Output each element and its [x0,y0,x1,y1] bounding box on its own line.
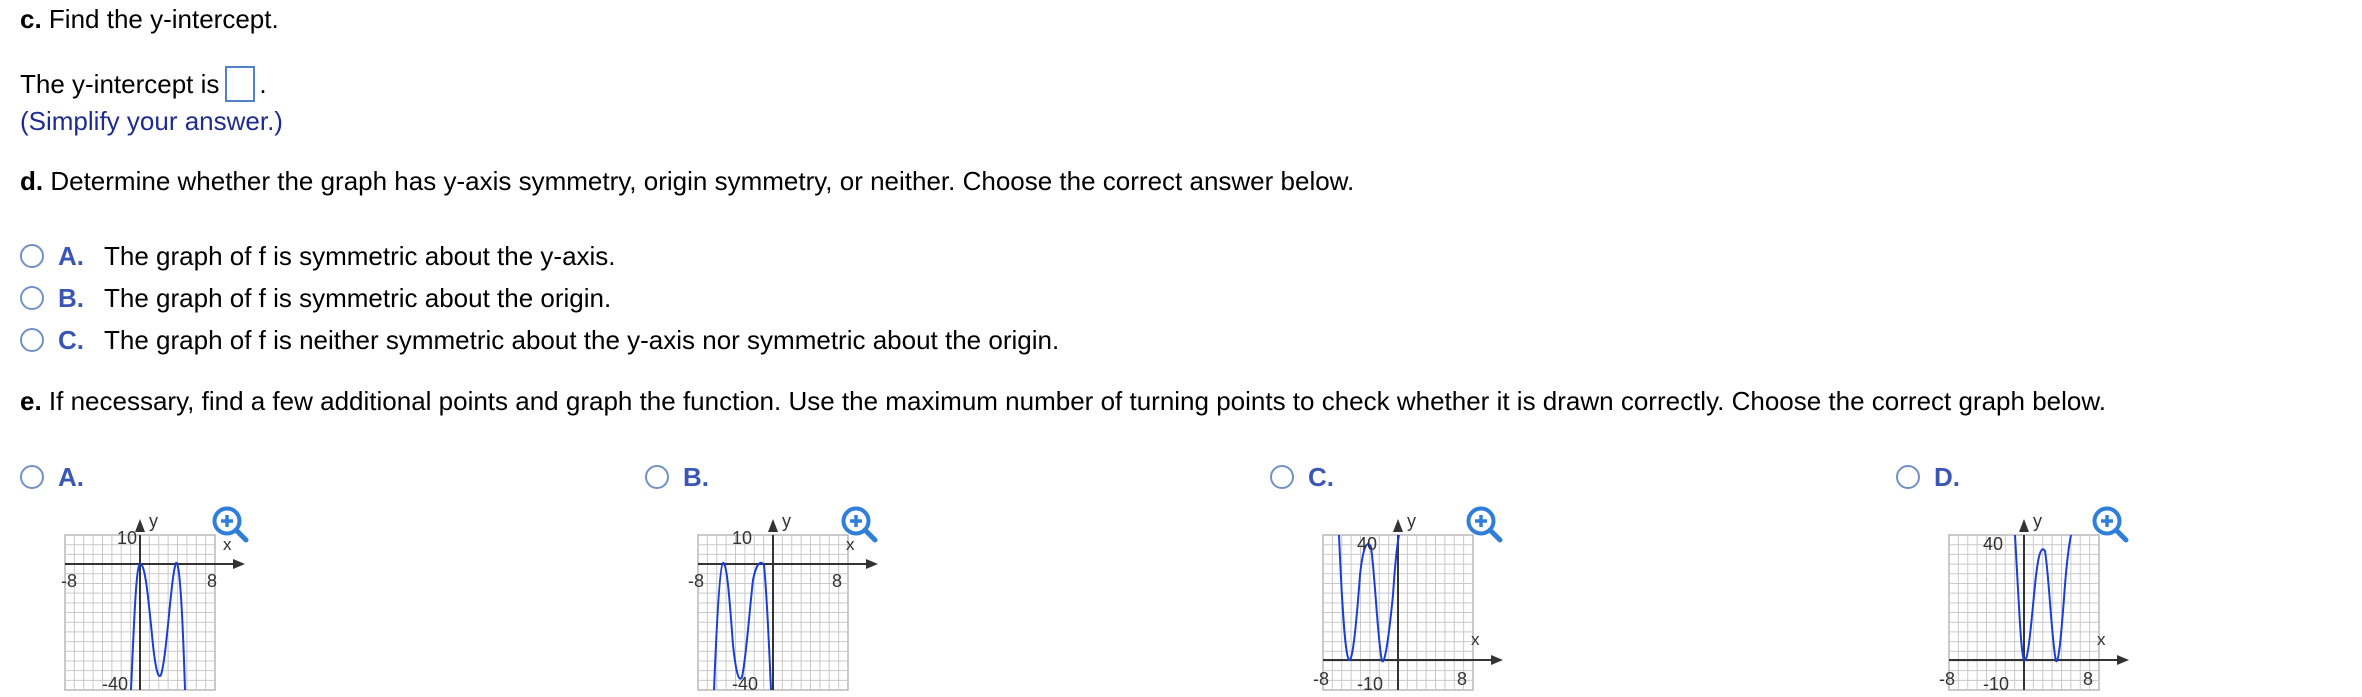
radio-button[interactable] [645,465,669,489]
part-c-label: c. [20,4,42,34]
radio-button[interactable] [20,465,44,489]
y-top-label: 10 [732,528,753,548]
radio-button[interactable] [1270,465,1294,489]
radio-button[interactable] [20,244,44,268]
y-top-label: 10 [117,528,138,548]
part-c-heading [20,2,279,36]
x-right-label: 8 [207,571,218,591]
x-axis-arrow [1491,655,1503,665]
option-letter: A. [58,241,84,271]
y-axis-arrow [768,519,778,532]
graph-thumbnail-c [1305,505,1515,697]
y-axis-name: y [149,511,158,531]
part-e-label: e. [20,386,42,416]
x-axis-name: x [2097,630,2106,649]
symmetry-option-a[interactable] [20,239,616,273]
graph-option-b[interactable] [645,460,729,494]
option-letter: B. [58,283,84,313]
y-axis-arrow [1393,519,1403,532]
radio-button[interactable] [1896,465,1920,489]
x-left-label: -8 [688,571,705,591]
option-text: The graph of f is neither symmetric about the y-axis nor symmetric about the origin. [104,325,1060,355]
y-axis-name: y [782,511,791,531]
radio-button[interactable] [20,286,44,310]
graph-option-a[interactable] [20,460,104,494]
answer-prefix: The y-intercept is [20,69,220,99]
x-right-label: 8 [2083,669,2094,689]
option-letter: B. [683,462,709,492]
y-top-label: 40 [1357,534,1378,554]
graph-thumbnail-a [55,505,265,697]
graph-thumbnail-d [1931,505,2141,697]
zoom-in-icon[interactable] [2091,505,2129,543]
x-axis-arrow [2117,655,2129,665]
zoom-in-icon[interactable] [840,505,878,543]
part-c-question: Find the y-intercept. [48,4,279,34]
part-d-heading [20,164,1354,198]
part-d-label: d. [20,166,44,196]
part-d-question: Determine whether the graph has y-axis symmetry, origin symmetry, or neither. Choose the correct answer below. [50,166,1355,196]
x-left-label: -8 [1313,669,1330,689]
y-axis-arrow [2019,519,2029,532]
y-bottom-label: -40 [102,674,129,692]
y-intercept-answer-row [20,66,267,102]
x-axis-name: x [846,535,855,554]
option-letter: A. [58,462,84,492]
x-left-label: -8 [61,571,78,591]
option-letter: D. [1934,462,1960,492]
graph-option-d[interactable] [1896,460,1980,494]
x-axis-arrow [233,559,245,569]
y-bottom-label: -10 [1357,674,1384,692]
zoom-in-icon[interactable] [211,505,249,543]
x-right-label: 8 [1457,669,1468,689]
x-axis-name: x [1471,630,1480,649]
y-bottom-label: -10 [1983,674,2010,692]
y-axis-name: y [1407,511,1416,531]
option-text: The graph of f is symmetric about the origin. [104,283,612,313]
x-left-label: -8 [1939,669,1956,689]
part-e-heading [20,384,2106,418]
part-e-question: If necessary, find a few additional points and graph the function. Use the maximum number of turning points to check whether it is drawn correctly. Choose the correct graph below. [48,386,2106,416]
simplify-hint: (Simplify your answer.) [20,106,283,136]
y-intercept-input[interactable] [225,66,255,102]
y-bottom-label: -40 [732,674,759,692]
x-axis-arrow [866,559,878,569]
symmetry-option-b[interactable] [20,281,611,315]
radio-button[interactable] [20,328,44,352]
x-axis-name: x [223,535,232,554]
y-top-label: 40 [1983,534,2004,554]
option-letter: C. [58,325,84,355]
x-right-label: 8 [832,571,843,591]
zoom-in-icon[interactable] [1465,505,1503,543]
y-axis-name: y [2033,511,2042,531]
answer-suffix: . [259,69,267,99]
option-letter: C. [1308,462,1334,492]
graph-thumbnail-b [680,505,890,697]
option-text: The graph of f is symmetric about the y-axis. [104,241,616,271]
symmetry-option-c[interactable] [20,323,1059,357]
graph-option-c[interactable] [1270,460,1354,494]
